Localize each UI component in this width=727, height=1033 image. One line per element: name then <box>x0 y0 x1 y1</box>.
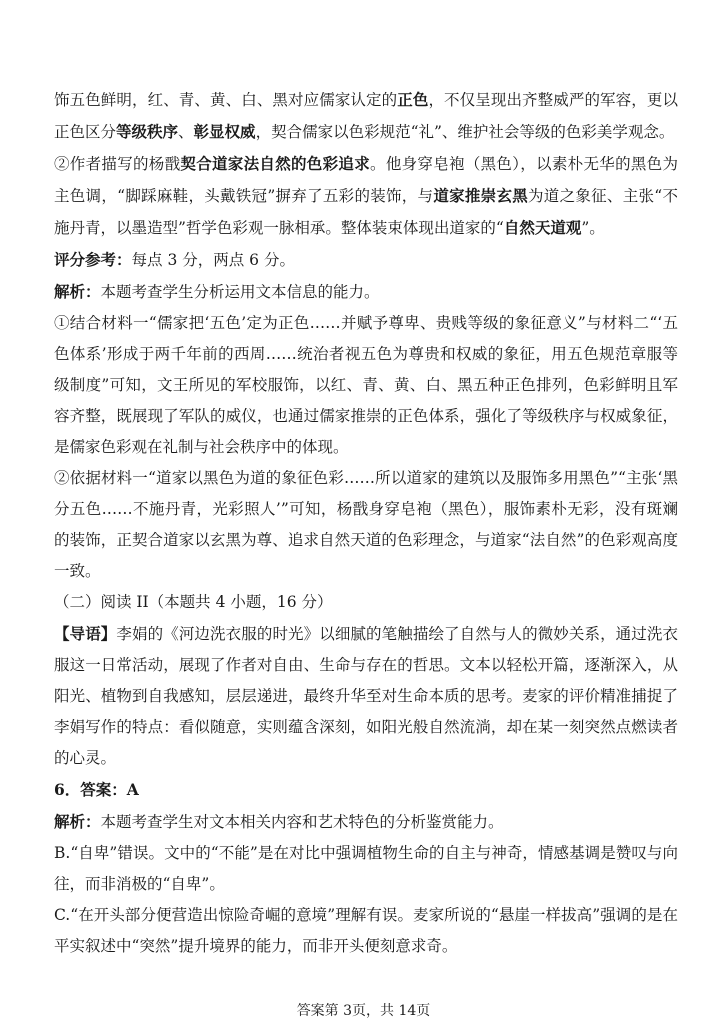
bold-text-run: 评分参考： <box>54 250 132 269</box>
paragraph-ritual-colors <box>54 84 678 148</box>
text-run: 为道之象征、主张“不施丹青，以墨造型”哲学色彩观一脉相承。整体装束体现出道家的“ <box>54 187 678 237</box>
bold-text-run: 等级秩序 <box>116 122 179 141</box>
text-run: ①结合材料一“儒家把‘五色’定为正色……并赋予尊卑、贵贱等级的象征意义”与材料二“‘五色体系’形成于两千年前的西周……统治者视五色为尊贵和权威的象征，用五色规范章服等级制度”可知，文王所见的军校服饰，以红、青、黄、白、黑五种正色排列，色彩鲜明且军容齐整，既展现了军队的威仪，也通过儒家推崇的正色体系，强化了等级秩序与权威象征，是儒家色彩观在礼制与社会秩序中的体现。 <box>54 314 678 456</box>
bold-text-run: 彰显权威 <box>193 122 256 141</box>
bold-text-run: 6．答案： <box>54 780 127 799</box>
text-run: ②依据材料一“道家以黑色为道的象征色彩……所以道家的建筑以及服饰多用黑色”“主张‘黑分五色……不施丹青，光彩照人’”可知，杨戬身穿皂袍（黑色），服饰素朴无彩，没有斑斓的装饰，正契合道家以玄黑为尊、追求自然天道的色彩理念，与道家“法自然”的色彩观高度一致。 <box>54 469 678 580</box>
bold-text-run: 自然天道观 <box>503 218 582 237</box>
text-run: ，不仅呈现出齐整威严的军容，更以正色区分 <box>54 91 678 141</box>
page-footer: 答案第 3页，共 14页 <box>296 1003 431 1019</box>
text-run: 。他身穿皂袍（黑色），以素朴无华的黑色为主色调，“脚踩麻鞋，头戴铁冠”摒弃了五彩的装饰，与 <box>54 155 678 205</box>
text-run: 每点 3 分，两点 6 分。 <box>131 251 295 269</box>
bold-text-run: 解析： <box>54 282 101 301</box>
text-run: 李娟的《河边洗衣服的时光》以细腻的笔触描绘了自然与人的微妙关系，通过洗衣服这一日常活动，展现了作者对自由、生命与存在的哲思。文本以轻松开篇，逐渐深入，从阳光、植物到自我感知，层层递进，最终升华至对生命本质的思考。麦家的评价精准捕捉了李娟写作的特点：看似随意，实则蕴含深刻，如阳光般自然流淌，却在某一刻突然点燃读者的心灵。 <box>54 625 678 767</box>
bold-text-run: 正色 <box>397 90 429 109</box>
section-heading-reading-ii <box>54 587 678 618</box>
text-run: 、 <box>178 123 194 141</box>
text-run: 本题考查学生分析运用文本信息的能力。 <box>100 283 380 301</box>
bold-text-run: A <box>126 780 139 799</box>
bold-text-run: 【导语】 <box>54 624 117 643</box>
paragraph-analysis-point-2 <box>54 463 678 587</box>
paragraph-option-b <box>54 838 678 900</box>
bold-text-run: 契合道家法自然的色彩追求 <box>180 154 371 173</box>
text-run: B.“自卑”错误。文中的“不能”是在对比中强调植物生命的自主与神奇，情感基调是赞叹与向往，而非消极的“自卑”。 <box>54 844 678 893</box>
text-run: ②作者描写的杨戬 <box>54 155 181 173</box>
bold-text-run: 道家推崇玄黑 <box>433 186 529 205</box>
text-run: 本题考查学生对文本相关内容和艺术特色的分析鉴赏能力。 <box>100 813 504 831</box>
paragraph-option-c <box>54 900 678 962</box>
page-content <box>54 84 678 962</box>
paragraph-scoring-reference <box>54 244 678 276</box>
paragraph-analysis-6 <box>54 806 678 838</box>
answer-6 <box>54 774 678 806</box>
paragraph-analysis-point-1 <box>54 308 678 463</box>
paragraph-yang-jian-daoist <box>54 148 678 244</box>
text-run: ，契合儒家以色彩规范“礼”、维护社会等级的色彩美学观念。 <box>255 123 675 141</box>
text-run: C.“在开头部分便营造出惊险奇崛的意境”理解有误。麦家所说的“悬崖一样拔高”强调的是在平实叙述中“突然”提升境界的能力，而非开头便刻意求奇。 <box>54 906 678 955</box>
text-run: ”。 <box>581 219 605 237</box>
text-run: 饰五色鲜明，红、青、黄、白、黑对应儒家认定的 <box>54 91 398 109</box>
bold-text-run: 解析： <box>54 812 101 831</box>
paragraph-introduction <box>54 618 678 774</box>
text-run: （二）阅读 II（本题共 4 小题，16 分） <box>54 593 333 611</box>
paragraph-analysis-heading <box>54 276 678 308</box>
